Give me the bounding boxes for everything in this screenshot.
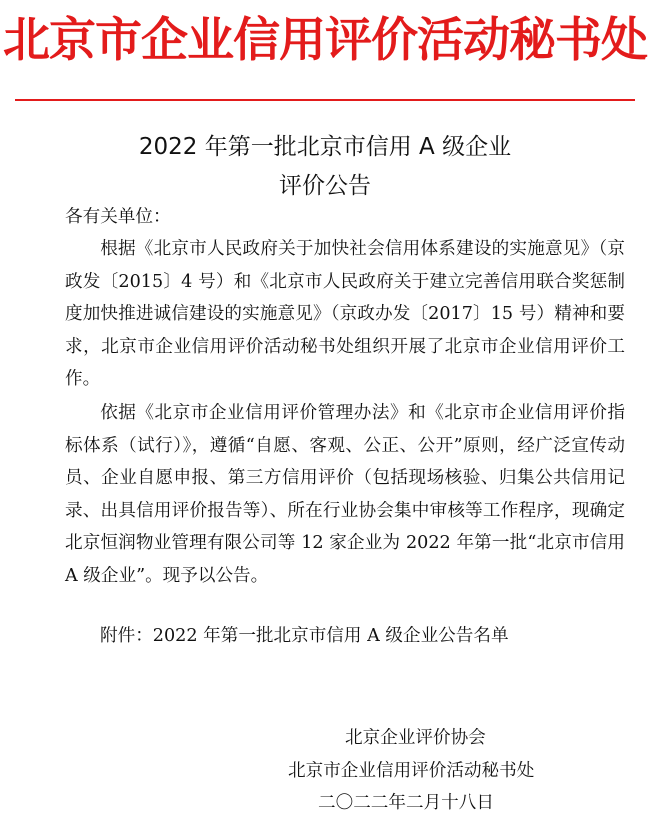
body-paragraph-2: 依据《北京市企业信用评价管理办法》和《北京市企业信用评价指标体系（试行）》，遵循“自愿、客观、公正、公开”原则，经广泛宣传动员、企业自愿申报、第三方信用评价（包括现场核验、归集公共信用记录、出具信用评价报告等）、所在行业协会集中审核等工作程序，现确定北京恒润物业管理有限公司等 12 家企业为 2022 年第一批“北京市信用 A 级企业”。现予以公告。 [65,403,625,586]
attachment-line: 附件：2022 年第一批北京市信用 A 级企业公告名单 [100,626,509,646]
signature-secretariat: 北京市企业信用评价活动秘书处 [288,761,535,781]
signature-association: 北京企业评价协会 [345,728,486,748]
notice-title-line2: 评价公告 [279,173,371,199]
signature-date: 二〇二二年二月十八日 [318,793,494,813]
letterhead-rule [15,99,635,101]
body-paragraph-1: 根据《北京市人民政府关于加快社会信用体系建设的实施意见》（京政发〔2015〕4 号）和《北京市人民政府关于建立完善信用联合奖惩制度加快推进诚信建设的实施意见》（京政办发〔2017〕15 号）精神和要求，北京市企业信用评价活动秘书处组织开展了北京市企业信用评价工作。 [65,239,625,389]
letterhead-org-name: 北京市企业信用评价活动秘书处 [3,13,647,68]
salutation: 各有关单位： [65,207,171,227]
notice-title-line1: 2022 年第一批北京市信用 A 级企业 [138,134,512,160]
